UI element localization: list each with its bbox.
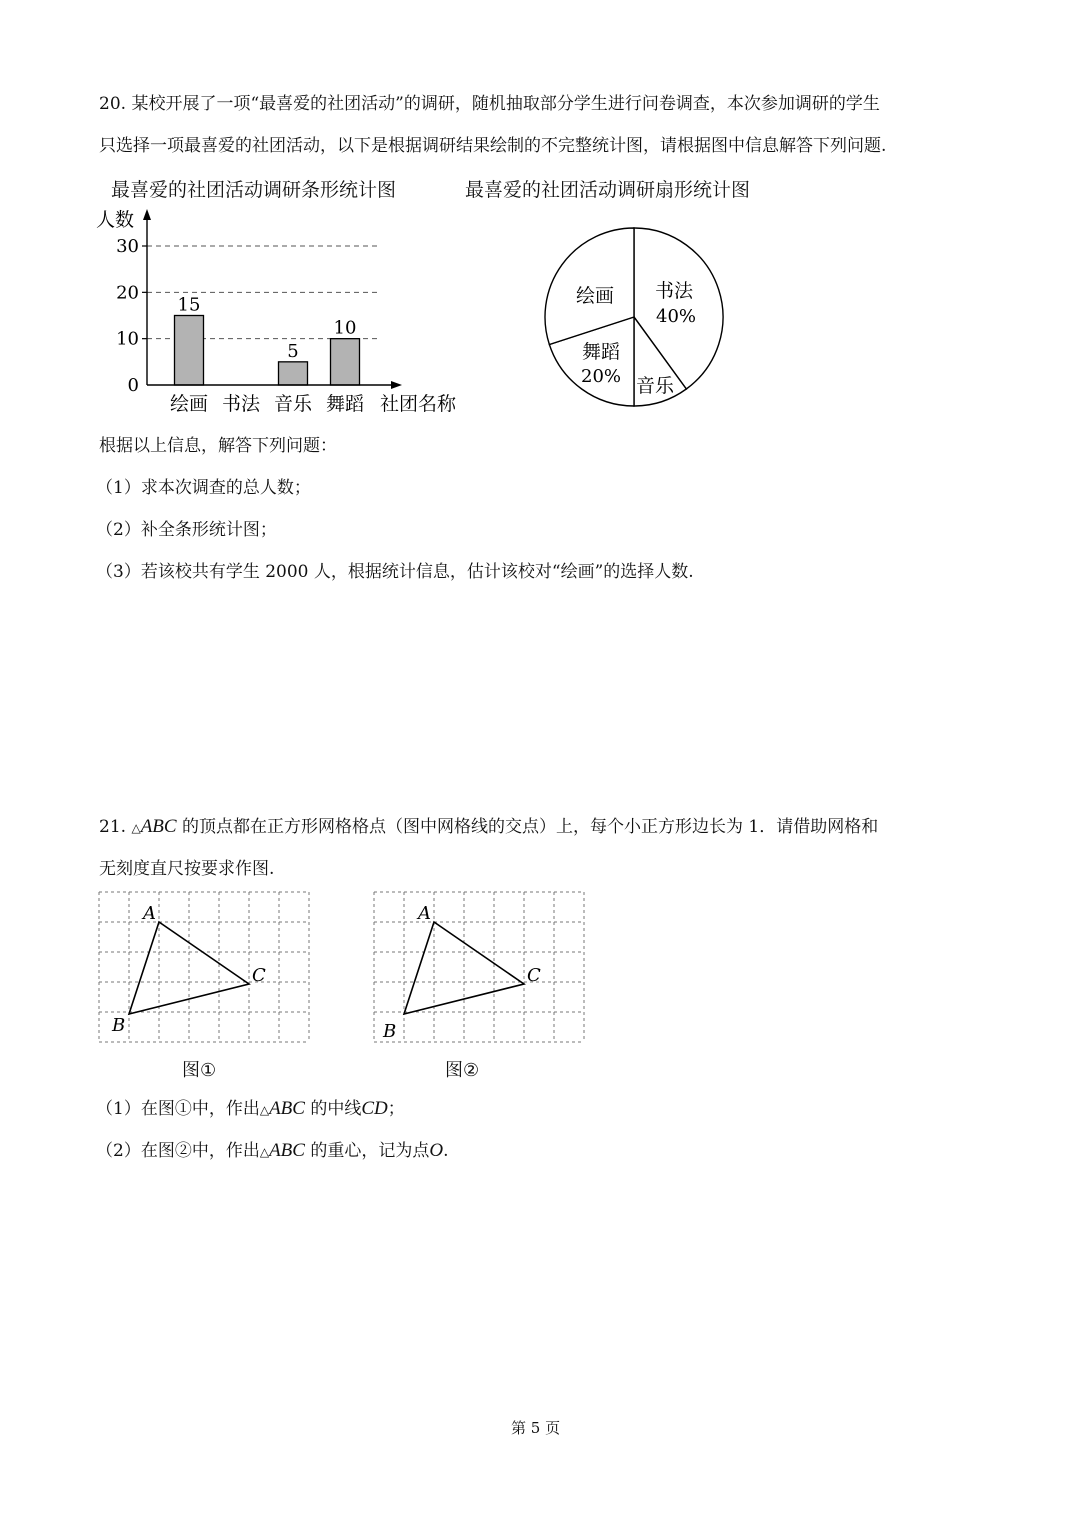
category-label: 书法: [221, 393, 261, 415]
bar-value-label: 5: [287, 340, 299, 362]
triangle-symbol: △: [131, 821, 141, 835]
q21-sub2-a: （2）在图②中，作出: [96, 1141, 260, 1161]
x-axis-arrow: [391, 381, 402, 389]
vertex-b-2: B: [383, 1021, 397, 1042]
q21-sub1-a: （1）在图①中，作出: [96, 1099, 260, 1119]
grid-figure-2: [370, 890, 595, 1050]
q21-sub1: [96, 1097, 405, 1122]
q20-sub2: （2）补全条形统计图；: [96, 520, 277, 540]
fig1-caption: 图①: [182, 1060, 217, 1081]
bar-chart: [90, 200, 480, 420]
category-label: 舞蹈: [325, 393, 365, 415]
bar-2: [279, 362, 308, 385]
vertex-a-2: A: [418, 903, 431, 924]
category-label: 绘画: [169, 393, 209, 415]
pie-label-huihua: 绘画: [576, 285, 615, 307]
pie-label-shufa: 书法: [655, 280, 694, 302]
q20-sub1: （1）求本次调查的总人数；: [96, 478, 311, 498]
vertex-a-1: A: [143, 903, 156, 924]
x-axis-label: 社团名称: [380, 393, 457, 415]
q20-sub3: （3）若该校共有学生 2000 人，根据统计信息，估计该校对“绘画”的选择人数.: [96, 562, 694, 582]
bar-chart-title: 最喜爱的社团活动调研条形统计图: [111, 179, 397, 201]
page-number: 第 5 页: [511, 1419, 561, 1437]
grid-figure-1: [95, 890, 320, 1050]
bar-value-label: 10: [333, 317, 357, 339]
bar-value-label: 15: [177, 294, 201, 316]
vertex-c-2: C: [527, 965, 541, 986]
q21-sub1-abc: ABC: [269, 1098, 305, 1119]
q21-sub1-b: 的中线: [304, 1099, 362, 1119]
y-tick-label: 10: [116, 328, 139, 350]
y-axis-label: 人数: [96, 209, 135, 231]
y-tick-label: 20: [116, 282, 139, 304]
q20-line2: 只选择一项最喜爱的社团活动，以下是根据调研结果绘制的不完整统计图，请根据图中信息解答下列问题.: [99, 136, 887, 156]
pie-label-wudao: 舞蹈: [582, 341, 621, 363]
pie-pct-shufa: 40%: [656, 306, 697, 327]
bar-0: [175, 316, 204, 386]
q21-abc: ABC: [140, 816, 177, 837]
q21-line1: [99, 815, 878, 840]
q21-sub1-end: ；: [387, 1099, 405, 1119]
q21-sub2: [96, 1139, 449, 1164]
q20-intro: 根据以上信息，解答下列问题：: [99, 436, 337, 456]
q21-line1-rest: 的顶点都在正方形网格格点（图中网格线的交点）上，每个小正方形边长为 1．请借助网格和: [176, 817, 879, 837]
pie-chart: [535, 222, 735, 412]
bar-3: [331, 339, 360, 385]
pie-chart-title: 最喜爱的社团活动调研扇形统计图: [465, 179, 751, 201]
vertex-b-1: B: [112, 1015, 126, 1036]
y-tick-label: 0: [127, 375, 139, 396]
pie-label-yinyue: 音乐: [636, 375, 675, 397]
q21-sub2-end: .: [443, 1141, 449, 1161]
triangle-symbol: △: [259, 1103, 270, 1117]
q21-sub2-abc: ABC: [269, 1140, 305, 1161]
category-label: 音乐: [273, 393, 313, 415]
y-tick-label: 30: [116, 236, 139, 257]
fig2-caption: 图②: [445, 1060, 480, 1081]
y-axis-arrow: [143, 209, 151, 220]
q21-line2: 无刻度直尺按要求作图.: [99, 859, 275, 879]
q21-sub2-o: O: [429, 1140, 444, 1161]
triangle-symbol: △: [259, 1145, 270, 1159]
q20-line1: 20. 某校开展了一项“最喜爱的社团活动”的调研，随机抽取部分学生进行问卷调查，本次参加调研的学生: [99, 94, 880, 114]
vertex-c-1: C: [252, 965, 266, 986]
q21-sub1-cd: CD: [361, 1098, 388, 1119]
pie-pct-wudao: 20%: [581, 366, 622, 387]
q21-sub2-b: 的重心，记为点: [304, 1141, 430, 1161]
q21-number: 21.: [99, 817, 127, 837]
